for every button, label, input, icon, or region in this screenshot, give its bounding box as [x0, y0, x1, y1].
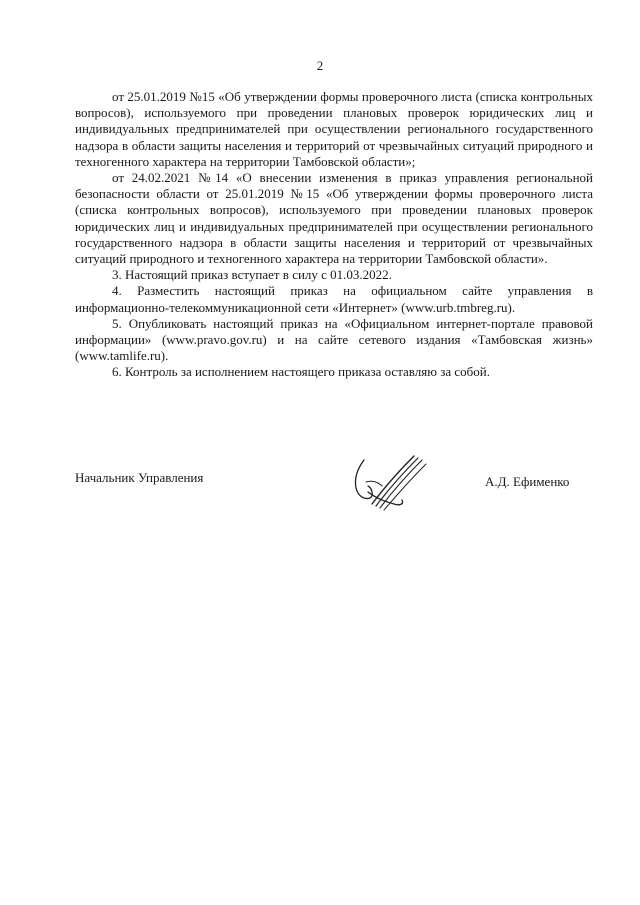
page-number: 2: [316, 58, 324, 73]
handwritten-signature: [342, 452, 432, 518]
paragraph-control: 6. Контроль за исполнением настоящего приказа оставляю за собой.: [112, 364, 490, 380]
paragraph-order-2021: от 24.02.2021 №14 «О внесении изменения в приказ управления региональной безопасности области от 25.01.2019 №15 «Об утверждении формы проверочного листа (списка контрольных вопросов), используемого при проведении плановых проверок юридических лиц и индивидуальных предпринимателей при осуществлении регионального государственного надзора в области защиты населения и территорий от чрезвычайных ситуаций природного и техногенного характера на территории Тамбовской области».: [75, 170, 593, 267]
paragraph-publish-site: 4. Разместить настоящий приказ на официальном сайте управления в информационно-телекоммуникационной сети «Интернет» (www.urb.tmbreg.ru).: [75, 283, 593, 315]
signatory-name: А.Д. Ефименко: [485, 474, 570, 489]
signatory-position: Начальник Управления: [75, 470, 204, 485]
paragraph-effective-date: 3. Настоящий приказ вступает в силу с 01.03.2022.: [112, 267, 392, 283]
signature-block: [75, 470, 593, 530]
document-body: [75, 89, 593, 381]
paragraph-order-2019: от 25.01.2019 №15 «Об утверждении формы проверочного листа (списка контрольных вопросов), используемого при проведении плановых проверок юридических лиц и индивидуальных предпринимателей при осуществлении регионального государственного надзора в области защиты населения и территорий от чрезвычайных ситуаций природного и техногенного характера на территории Тамбовской области»;: [75, 89, 593, 169]
paragraph-publish-portal: 5. Опубликовать настоящий приказ на «Официальном интернет-портале правовой информации» (www.pravo.gov.ru) и на сайте сетевого издания «Тамбовская жизнь» (www.tamlife.ru).: [75, 315, 593, 364]
